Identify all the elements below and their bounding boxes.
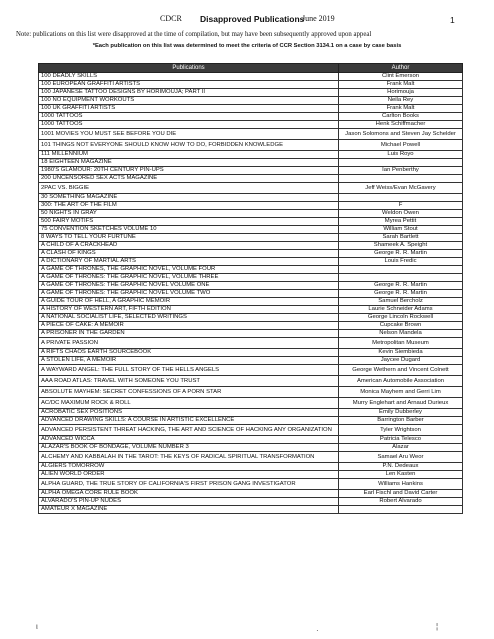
- publication-author: Robert Alvarado: [339, 498, 463, 506]
- publication-author: Cupcake Brown: [339, 322, 463, 330]
- agency-name: CDCR: [160, 14, 182, 23]
- publication-title: 18 EIGHTEEN MAGAZINE: [39, 159, 339, 167]
- publication-author: Emily Dubberley: [339, 409, 463, 417]
- publication-title: 30 SOMETHING MAGAZINE: [39, 194, 339, 202]
- publication-author: Jeff Weiss/Evan McGavery: [339, 183, 463, 194]
- publication-author: Earl Fischl and David Carter: [339, 490, 463, 498]
- publication-title: A NATIONAL SOCIALIST LIFE, SELECTED WRITINGS: [39, 314, 339, 322]
- publication-title: A CLASH OF KINGS: [39, 250, 339, 258]
- publication-author: Alazar: [339, 444, 463, 452]
- publication-author: Metropolitan Museum: [339, 338, 463, 349]
- publication-title: A GUIDE TOUR OF HELL, A GRAPHIC MEMOIR: [39, 298, 339, 306]
- table-row: [39, 218, 463, 226]
- publication-title: ADVANCED WICCA: [39, 436, 339, 444]
- author-column-header: Author: [339, 64, 463, 73]
- publication-title: A WAYWARD ANGEL: THE FULL STORY OF THE HELLS ANGELS: [39, 365, 339, 376]
- criteria-note: *Each publication on this list was determined to meet the criteria of CCR Section 3134.1 on a case by case basis: [92, 43, 402, 49]
- table-row: [39, 376, 463, 387]
- publication-title: A GAME OF THRONES: THE GRAPHIC NOVEL VOLUME ONE: [39, 282, 339, 290]
- publication-title: A RIFTS CHAOS EARTH SOURCEBOOK: [39, 349, 339, 357]
- publication-title: ACROBATIC SEX POSITIONS: [39, 409, 339, 417]
- document-title: Disapproved Publications: [200, 14, 305, 24]
- table-row: [39, 349, 463, 357]
- publication-title: ALIEN WORLD ORDER: [39, 471, 339, 479]
- publication-author: George R. R. Martin: [339, 282, 463, 290]
- table-row: [39, 357, 463, 365]
- table-row: [39, 151, 463, 159]
- table-row: [39, 250, 463, 258]
- table-row: [39, 330, 463, 338]
- publication-author: Myrea Pettit: [339, 218, 463, 226]
- table-row: [39, 183, 463, 194]
- table-row: [39, 274, 463, 282]
- publication-author: Michael Powell: [339, 140, 463, 151]
- publications-table: [38, 63, 463, 514]
- table-row: [39, 471, 463, 479]
- publication-author: Patricia Telesco: [339, 436, 463, 444]
- table-row: [39, 498, 463, 506]
- publication-author: Horimouja: [339, 89, 463, 97]
- publication-title: 111 MILLENNIUM: [39, 151, 339, 159]
- table-row: [39, 463, 463, 471]
- table-row: [39, 89, 463, 97]
- table-row: [39, 506, 463, 514]
- table-row: [39, 175, 463, 183]
- publication-author: Frank Malt: [339, 81, 463, 89]
- publication-title: ALPHA GUARD, THE TRUE STORY OF CALIFORNIA'S FIRST PRISON GANG INVESTIGATOR: [39, 479, 339, 490]
- publication-title: A GAME OF THRONES: THE GRAPHIC NOVEL, VOLUME THREE: [39, 274, 339, 282]
- table-row: [39, 290, 463, 298]
- table-row: [39, 298, 463, 306]
- publication-title: ALAZAR'S BOOK OF BONDAGE, VOLUME NUMBER 3: [39, 444, 339, 452]
- publication-title: AC/DC MAXIMUM ROCK & ROLL: [39, 398, 339, 409]
- table-row: [39, 202, 463, 210]
- table-header-row: [39, 64, 463, 73]
- publication-author: Samael Aru Weor: [339, 452, 463, 463]
- scan-artifacts: [0, 622, 494, 638]
- publication-title: ADVANCED DRAWING SKILLS: A COURSE IN ARTISTIC EXCELLENCE: [39, 417, 339, 425]
- publication-author: Samuel Bercholz: [339, 298, 463, 306]
- publication-title: ALGIERS TOMORROW: [39, 463, 339, 471]
- publication-author: Shameek A. Speight: [339, 242, 463, 250]
- publication-author: Len Kasten: [339, 471, 463, 479]
- publication-title: ALCHEMY AND KABBALAH IN THE TAROT: THE KEYS OF RADICAL SPIRITUAL TRANSFORMATION: [39, 452, 339, 463]
- publication-title: 100 DEADLY SKILLS: [39, 73, 339, 81]
- table-row: [39, 425, 463, 436]
- publication-author: Monica Mayhem and Gerri Lim: [339, 387, 463, 398]
- table-row: [39, 113, 463, 121]
- publication-author: [339, 159, 463, 167]
- publication-author: Williams Hankins: [339, 479, 463, 490]
- table-row: [39, 314, 463, 322]
- table-row: [39, 129, 463, 140]
- publication-title: 1980'S GLAMOUR: 20TH CENTURY PIN-UPS: [39, 167, 339, 175]
- publication-author: Clint Emerson: [339, 73, 463, 81]
- document-date: June 2019: [302, 14, 335, 23]
- publication-title: A GAME OF THRONES: THE GRAPHIC NOVEL VOLUME TWO: [39, 290, 339, 298]
- table-row: [39, 409, 463, 417]
- publication-author: Ian Penberthy: [339, 167, 463, 175]
- publication-author: Barrington Barber: [339, 417, 463, 425]
- publication-author: Jaycee Dugard: [339, 357, 463, 365]
- table-row: [39, 365, 463, 376]
- publication-title: A DICTIONARY OF MARTIAL ARTS: [39, 258, 339, 266]
- publication-title: AMATEUR X MAGAZINE: [39, 506, 339, 514]
- table-row: [39, 167, 463, 175]
- publication-title: A CHILD OF A CRACKHEAD: [39, 242, 339, 250]
- publication-author: George R. R. Martin: [339, 290, 463, 298]
- table-row: [39, 234, 463, 242]
- publication-title: 100 UK GRAFFITI ARTISTS: [39, 105, 339, 113]
- publication-author: Murry Englehart and Arnaud Durieux: [339, 398, 463, 409]
- publication-author: Laurie Schneider Adams: [339, 306, 463, 314]
- publication-title: A PRISONER IN THE GARDEN: [39, 330, 339, 338]
- publication-author: Kevin Siembieda: [339, 349, 463, 357]
- table-row: [39, 81, 463, 89]
- table-row: [39, 242, 463, 250]
- publication-author: Henk Schiffmacher: [339, 121, 463, 129]
- table-row: [39, 258, 463, 266]
- document-header: [0, 14, 494, 28]
- publication-title: A HISTORY OF WESTERN ART, FIFTH EDITION: [39, 306, 339, 314]
- table-row: [39, 436, 463, 444]
- table-row: [39, 282, 463, 290]
- publication-title: ALVARADO'S PIN-UP NUDES: [39, 498, 339, 506]
- appeal-note: Note: publications on this list were disapproved at the time of compilation, but may have been subsequently approved upon appeal: [16, 31, 372, 38]
- publication-title: 1000 TATTOOS: [39, 113, 339, 121]
- publication-author: Jason Solomons and Steven Jay Schelder: [339, 129, 463, 140]
- publication-author: Weldon Owen: [339, 210, 463, 218]
- publication-title: A GAME OF THRONES, THE GRAPHIC NOVEL, VOLUME FOUR: [39, 266, 339, 274]
- publication-title: 200 UNCENSORED SEX ACTS MAGAZINE: [39, 175, 339, 183]
- publication-author: George Lincoln Rockwell: [339, 314, 463, 322]
- table-row: [39, 490, 463, 498]
- table-row: [39, 444, 463, 452]
- table-row: [39, 266, 463, 274]
- table-row: [39, 97, 463, 105]
- publication-title: 50 NIGHTS IN GRAY: [39, 210, 339, 218]
- publication-author: [339, 274, 463, 282]
- publication-author: [339, 266, 463, 274]
- table-row: [39, 140, 463, 151]
- publication-author: George Wethern and Vincent Colnett: [339, 365, 463, 376]
- publication-title: 100 NO EQUIPMENT WORKOUTS: [39, 97, 339, 105]
- publication-author: Nelson Mandela: [339, 330, 463, 338]
- publication-author: F: [339, 202, 463, 210]
- publication-author: Neila Rey: [339, 97, 463, 105]
- publication-title: 100 EUROPEAN GRAFFITI ARTISTS: [39, 81, 339, 89]
- table-row: [39, 306, 463, 314]
- publication-title: AAA ROAD ATLAS: TRAVEL WITH SOMEONE YOU TRUST: [39, 376, 339, 387]
- publication-author: American Automobile Association: [339, 376, 463, 387]
- publication-title: A PIECE OF CAKE: A MEMOIR: [39, 322, 339, 330]
- table-row: [39, 338, 463, 349]
- table-row: [39, 417, 463, 425]
- publication-author: Louis Fredic: [339, 258, 463, 266]
- publication-title: 1000 TATTOOS: [39, 121, 339, 129]
- publication-title: 75 CONVENTION SKETCHES VOLUME 10: [39, 226, 339, 234]
- publication-author: [339, 506, 463, 514]
- table-row: [39, 210, 463, 218]
- scan-mark: ¦: [436, 622, 439, 631]
- table-row: [39, 479, 463, 490]
- publication-author: George R. R. Martin: [339, 250, 463, 258]
- publication-author: Luis Royo: [339, 151, 463, 159]
- publication-author: [339, 175, 463, 183]
- publication-author: P.N. Dedeaux: [339, 463, 463, 471]
- publication-title: ALPHA OMEGA CORE RULE BOOK: [39, 490, 339, 498]
- publication-title: 2PAC VS. BIGGIE: [39, 183, 339, 194]
- publication-title: A STOLEN LIFE, A MEMOIR: [39, 357, 339, 365]
- table-row: [39, 322, 463, 330]
- table-row: [39, 194, 463, 202]
- publication-title: 1001 MOVIES YOU MUST SEE BEFORE YOU DIE: [39, 129, 339, 140]
- table-row: [39, 73, 463, 81]
- publication-title: 8 WAYS TO TELL YOUR FURTUNE: [39, 234, 339, 242]
- publication-author: Carlton Books: [339, 113, 463, 121]
- publications-column-header: Publications: [39, 64, 339, 73]
- publication-author: Sarah Bartlett: [339, 234, 463, 242]
- publication-title: 100 JAPANESE TATTOO DESIGNS BY HORIMOUJA; PART II: [39, 89, 339, 97]
- table-row: [39, 105, 463, 113]
- publication-author: Tyler Wrightson: [339, 425, 463, 436]
- table-row: [39, 121, 463, 129]
- publication-author: Frank Malt: [339, 105, 463, 113]
- table-row: [39, 398, 463, 409]
- page-number: 1: [450, 15, 455, 25]
- table-row: [39, 226, 463, 234]
- table-row: [39, 159, 463, 167]
- publication-title: 500 FAIRY MOTIFS: [39, 218, 339, 226]
- publication-title: A PRIVATE PASSION: [39, 338, 339, 349]
- table-body: [39, 73, 463, 514]
- publication-author: [339, 194, 463, 202]
- publication-author: William Stout: [339, 226, 463, 234]
- publication-title: ADVANCED PERSISTENT THREAT HACKING, THE ART AND SCIENCE OF HACKING ANY ORGANIZATION: [39, 425, 339, 436]
- scan-mark: ι: [36, 622, 38, 631]
- table-row: [39, 452, 463, 463]
- table-row: [39, 387, 463, 398]
- publication-title: ABSOLUTE MAYHEM: SECRET CONFESSIONS OF A PORN STAR: [39, 387, 339, 398]
- scan-mark: ·: [316, 626, 319, 635]
- publication-title: 101 THINGS NOT EVERYONE SHOULD KNOW HOW TO DO, FORBIDDEN KNOWLEDGE: [39, 140, 339, 151]
- publication-title: 300: THE ART OF THE FILM: [39, 202, 339, 210]
